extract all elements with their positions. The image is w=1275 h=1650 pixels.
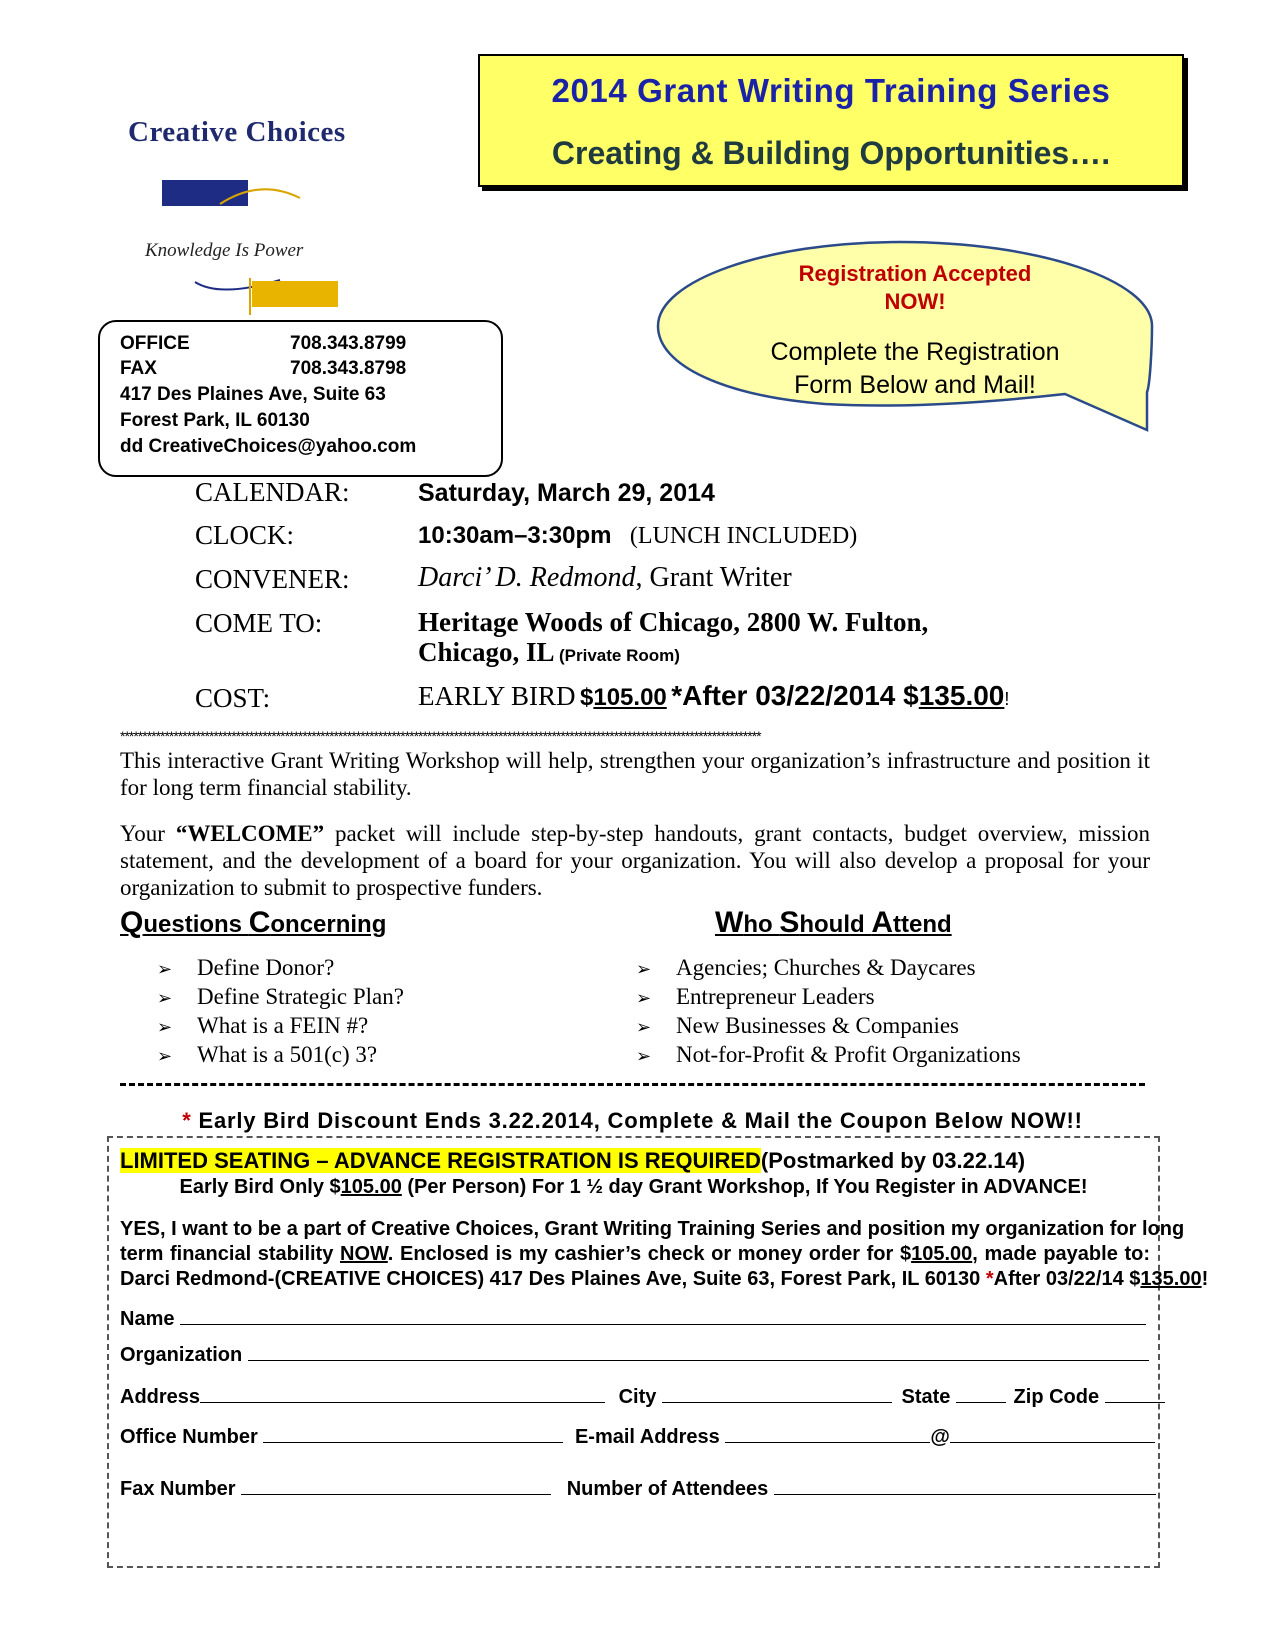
cost-dollar: $ bbox=[580, 684, 594, 711]
welcome-text-c: packet will include step-by-step handouts, grant contacts, budget overview, mission statement, and the development of a board for your organization. You will also develop a proposal for your organization to submit to prospective funders. bbox=[120, 821, 1151, 900]
contact-address-2: Forest Park, IL 60130 bbox=[120, 410, 310, 431]
email-at-sign: @ bbox=[930, 1426, 950, 1448]
convener-value bbox=[418, 562, 792, 594]
convener-role: , Grant Writer bbox=[635, 562, 792, 593]
contact-address-1: 417 Des Plaines Ave, Suite 63 bbox=[120, 384, 386, 405]
organization-label: Organization bbox=[120, 1344, 243, 1366]
yes-3c: ! bbox=[1201, 1268, 1209, 1290]
clock-label: CLOCK: bbox=[195, 520, 295, 550]
address-row bbox=[120, 1386, 1165, 1409]
attend-heading-at: A bbox=[871, 906, 893, 939]
yes-line-2 bbox=[120, 1243, 1150, 1266]
early-bird-notice bbox=[120, 1108, 1145, 1134]
questions-heading-a: uestions bbox=[143, 911, 249, 938]
dashed-divider bbox=[120, 1083, 1145, 1086]
early-only-price: 105.00 bbox=[340, 1176, 402, 1198]
early-bird-text: Early Bird Discount Ends 3.22.2014, Complete & Mail the Coupon Below NOW!! bbox=[191, 1108, 1083, 1133]
early-only-a: Early Bird Only $ bbox=[179, 1176, 341, 1198]
attend-heading-b: hould bbox=[799, 911, 872, 938]
early-bird-star: * bbox=[182, 1108, 192, 1133]
arrow-bullet-icon: ➢ bbox=[157, 988, 173, 1009]
title-line-2: Creating & Building Opportunities…. bbox=[551, 135, 1111, 171]
callout-body bbox=[690, 336, 1140, 402]
cost-bang: ! bbox=[1004, 689, 1010, 709]
come-to-line-2 bbox=[418, 637, 680, 668]
callout-line-2: NOW! bbox=[884, 289, 946, 314]
cost-early-price: 105.00 bbox=[593, 684, 667, 711]
email-user-input-line[interactable] bbox=[725, 1426, 930, 1443]
limited-seating-line bbox=[120, 1148, 1025, 1174]
name-label: Name bbox=[120, 1308, 175, 1330]
cost-value bbox=[418, 680, 1009, 712]
yes-3star: * bbox=[985, 1268, 994, 1290]
contact-email: dd CreativeChoices@yahoo.com bbox=[120, 436, 417, 457]
clock-value bbox=[418, 522, 857, 550]
cost-label: COST: bbox=[195, 683, 271, 713]
attend-heading-s: S bbox=[779, 906, 800, 939]
yes-2now: NOW bbox=[340, 1243, 388, 1265]
logo-gold-block bbox=[252, 281, 338, 307]
zip-label: Zip Code bbox=[1013, 1386, 1100, 1408]
address-input-line[interactable] bbox=[200, 1386, 605, 1403]
name-field[interactable] bbox=[120, 1308, 1146, 1331]
early-only-b: (Per Person) For 1 ½ day Grant Workshop, If You Register in ADVANCE! bbox=[401, 1176, 1088, 1198]
limited-seating-highlight: LIMITED SEATING – ADVANCE REGISTRATION IS REQUIRED bbox=[120, 1148, 761, 1173]
welcome-paragraph bbox=[120, 820, 1150, 901]
convener-name: Darci’ D. Redmond bbox=[418, 562, 636, 593]
arrow-bullet-icon: ➢ bbox=[157, 1017, 173, 1038]
calendar-label: CALENDAR: bbox=[195, 477, 350, 507]
callout-heading bbox=[690, 260, 1140, 316]
office-number-label: Office Number bbox=[120, 1426, 258, 1448]
callout-line-4: Form Below and Mail! bbox=[794, 371, 1036, 399]
logo-name: Creative Choices bbox=[128, 116, 346, 148]
welcome-text-bold: “WELCOME” bbox=[175, 821, 325, 846]
attend-heading bbox=[715, 906, 952, 940]
question-item: What is a 501(c) 3? bbox=[197, 1042, 378, 1067]
attend-heading-c: ttend bbox=[893, 911, 952, 938]
yes-2price: 105.00 bbox=[911, 1243, 973, 1265]
list-item bbox=[157, 954, 404, 983]
yes-2a: term financial stability bbox=[120, 1243, 340, 1265]
fax-number-label: Fax Number bbox=[120, 1478, 236, 1500]
yes-line-3 bbox=[120, 1268, 1209, 1291]
list-item bbox=[636, 1041, 1021, 1070]
questions-heading-b: oncerning bbox=[270, 911, 387, 938]
early-bird-only-line bbox=[107, 1176, 1160, 1199]
questions-heading-q: Q bbox=[120, 906, 144, 939]
organization-field[interactable] bbox=[120, 1344, 1149, 1367]
callout-line-1: Registration Accepted bbox=[798, 261, 1032, 286]
title-box bbox=[478, 54, 1184, 187]
arrow-bullet-icon: ➢ bbox=[157, 959, 173, 980]
question-item: Define Donor? bbox=[197, 955, 335, 980]
zip-input-line[interactable] bbox=[1105, 1386, 1165, 1403]
yes-paragraph bbox=[120, 1218, 1209, 1291]
address-label: Address bbox=[120, 1386, 201, 1408]
clock-note: (LUNCH INCLUDED) bbox=[629, 523, 858, 549]
questions-heading-c: C bbox=[248, 906, 271, 939]
question-item: What is a FEIN #? bbox=[197, 1013, 369, 1038]
list-item bbox=[157, 1041, 404, 1070]
arrow-bullet-icon: ➢ bbox=[636, 959, 652, 980]
come-to-line-1: Heritage Woods of Chicago, 2800 W. Fulton, bbox=[418, 607, 929, 637]
fax-number-input-line[interactable] bbox=[241, 1478, 551, 1495]
cost-after-price: 135.00 bbox=[918, 680, 1005, 711]
questions-list bbox=[157, 954, 404, 1070]
state-label: State bbox=[901, 1386, 951, 1408]
calendar-value: Saturday, March 29, 2014 bbox=[418, 479, 715, 507]
yes-3a: Darci Redmond-(CREATIVE CHOICES) 417 Des Plaines Ave, Suite 63, Forest Park, IL 60130 bbox=[120, 1268, 986, 1290]
fax-attendees-row bbox=[120, 1478, 1156, 1501]
star-divider: ************************************************************************************************************************************************ bbox=[120, 728, 761, 744]
attend-heading-a: ho bbox=[743, 911, 780, 938]
attend-item: Not-for-Profit & Profit Organizations bbox=[676, 1042, 1021, 1067]
arrow-bullet-icon: ➢ bbox=[636, 988, 652, 1009]
convener-label: CONVENER: bbox=[195, 564, 350, 594]
attend-item: Agencies; Churches & Daycares bbox=[676, 955, 976, 980]
organization-input-line[interactable] bbox=[248, 1344, 1149, 1361]
yes-3price: 135.00 bbox=[1140, 1268, 1202, 1290]
attend-heading-w: W bbox=[715, 906, 744, 939]
yes-line-1: YES, I want to be a part of Creative Choices, Grant Writing Training Series and position my organization for long bbox=[120, 1218, 1185, 1240]
cost-after-label: *After 03/22/2014 $ bbox=[671, 680, 919, 711]
list-item bbox=[157, 983, 404, 1012]
list-item bbox=[636, 954, 1021, 983]
come-to-label: COME TO: bbox=[195, 608, 323, 638]
state-input-line[interactable] bbox=[956, 1386, 1006, 1403]
questions-heading bbox=[120, 906, 386, 940]
list-item bbox=[157, 1012, 404, 1041]
name-input-line[interactable] bbox=[180, 1308, 1146, 1325]
list-item bbox=[636, 983, 1021, 1012]
city-input-line[interactable] bbox=[662, 1386, 892, 1403]
contact-office-value: 708.343.8799 bbox=[290, 333, 407, 354]
callout-line-3: Complete the Registration bbox=[770, 338, 1060, 366]
clock-time: 10:30am–3:30pm bbox=[418, 522, 612, 549]
yes-2b: . Enclosed is my cashier’s check or money order for $ bbox=[387, 1243, 912, 1265]
contact-fax-value: 708.343.8798 bbox=[290, 358, 407, 379]
arrow-bullet-icon: ➢ bbox=[157, 1046, 173, 1067]
intro-paragraph: This interactive Grant Writing Workshop will help, strengthen your organization’s infrastructure and position it for long term financial stability. bbox=[120, 748, 1150, 800]
attendees-input-line[interactable] bbox=[774, 1478, 1156, 1495]
yes-3b: After 03/22/14 $ bbox=[993, 1268, 1141, 1290]
email-domain-input-line[interactable] bbox=[950, 1426, 1155, 1443]
office-number-input-line[interactable] bbox=[263, 1426, 563, 1443]
yes-2c: , made payable to: bbox=[972, 1243, 1150, 1265]
welcome-text-a: Your bbox=[120, 821, 176, 846]
contact-fax-label: FAX bbox=[120, 358, 157, 379]
attendees-label: Number of Attendees bbox=[566, 1478, 769, 1500]
arrow-bullet-icon: ➢ bbox=[636, 1046, 652, 1067]
question-item: Define Strategic Plan? bbox=[197, 984, 404, 1009]
logo-tagline: Knowledge Is Power bbox=[145, 240, 304, 261]
attend-item: New Businesses & Companies bbox=[676, 1013, 960, 1038]
attend-item: Entrepreneur Leaders bbox=[676, 984, 875, 1009]
postmarked-note: (Postmarked by 03.22.14) bbox=[760, 1148, 1026, 1173]
city-label: City bbox=[618, 1386, 657, 1408]
cost-early-label: EARLY BIRD bbox=[418, 681, 576, 711]
email-label: E-mail Address bbox=[574, 1426, 720, 1448]
attend-list bbox=[636, 954, 1021, 1070]
come-to-city: Chicago, IL bbox=[418, 637, 555, 667]
come-to-note: (Private Room) bbox=[558, 646, 680, 665]
list-item bbox=[636, 1012, 1021, 1041]
arrow-bullet-icon: ➢ bbox=[636, 1017, 652, 1038]
title-line-1: 2014 Grant Writing Training Series bbox=[551, 72, 1111, 109]
office-email-row bbox=[120, 1426, 1155, 1449]
contact-office-label: OFFICE bbox=[120, 333, 190, 354]
